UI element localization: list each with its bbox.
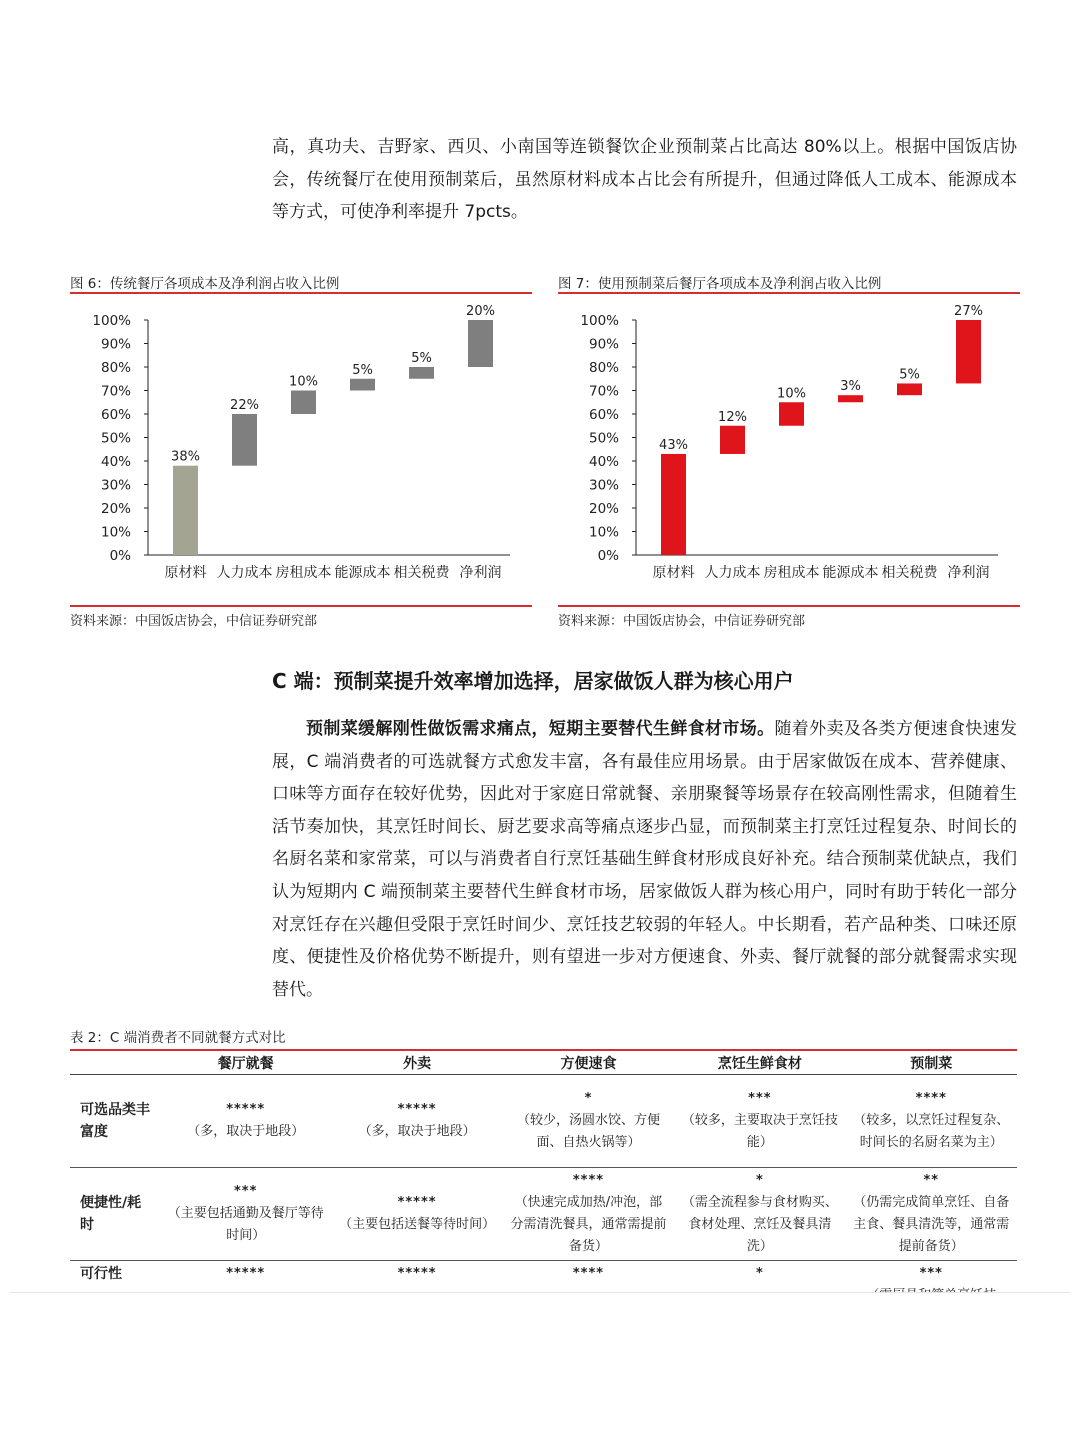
table-cell: [503, 1075, 674, 1168]
y-tick-label: 10%: [100, 524, 131, 541]
table-top-rule: [70, 1049, 1017, 1051]
rating-stars: ***: [919, 1266, 943, 1281]
waterfall-bar: [468, 320, 493, 367]
y-tick-label: 20%: [100, 501, 131, 517]
y-tick-label: 80%: [100, 360, 131, 376]
waterfall-bar: [956, 320, 981, 383]
row-label: 可选品类丰富度: [70, 1075, 160, 1168]
y-tick-label: 70%: [588, 383, 619, 400]
bar-value-label: 27%: [954, 304, 983, 319]
table-cell: [331, 1168, 502, 1261]
bar-value-label: 5%: [899, 367, 920, 383]
figure-6-title: 图 6：传统餐厅各项成本及净利润占收入比例: [70, 276, 340, 292]
figure-7: [558, 268, 1020, 628]
cell-note: （较少，汤圆水饺、方便面、自热火锅等）: [516, 1113, 660, 1150]
table-header-row: [70, 1052, 1017, 1075]
x-category-label: 房租成本: [275, 565, 332, 581]
x-category-label: 人力成本: [216, 565, 273, 581]
waterfall-bar: [897, 383, 922, 395]
table-header: 烹饪生鲜食材: [674, 1052, 845, 1075]
rating-stars: *: [584, 1091, 593, 1106]
waterfall-bar: [173, 466, 198, 555]
table-header: 餐厅就餐: [160, 1052, 331, 1075]
rating-stars: ***: [233, 1184, 258, 1199]
x-category-label: 人力成本: [704, 565, 761, 581]
cell-note: （多，取决于地段）: [187, 1124, 305, 1139]
rating-stars: **: [923, 1173, 940, 1188]
table-header: 外卖: [331, 1052, 502, 1075]
figure-7-source: 资料来源：中国饭店协会，中信证券研究部: [558, 614, 806, 629]
y-tick-label: 90%: [588, 336, 619, 353]
rating-stars: *****: [397, 1102, 437, 1117]
rating-stars: ***: [748, 1091, 772, 1106]
bar-value-label: 22%: [230, 398, 259, 413]
rating-stars: *: [755, 1266, 764, 1281]
x-category-label: 能源成本: [822, 565, 879, 581]
rating-stars: *****: [397, 1266, 437, 1281]
row-label: 可行性: [80, 1266, 122, 1282]
figure-6-source: 资料来源：中国饭店协会，中信证券研究部: [70, 614, 318, 629]
table-header: [70, 1052, 160, 1075]
waterfall-bar: [838, 395, 863, 402]
x-category-label: 净利润: [947, 565, 990, 581]
rating-stars: ****: [572, 1173, 605, 1188]
bar-value-label: 43%: [659, 437, 688, 453]
figure-6-top-rule: [70, 292, 532, 294]
rating-stars: *****: [397, 1195, 437, 1210]
figure-7-chart: [558, 298, 1020, 598]
table-cell: [846, 1075, 1017, 1168]
y-tick-label: 30%: [100, 477, 131, 494]
bar-value-label: 10%: [777, 386, 806, 402]
waterfall-bar: [291, 391, 316, 415]
y-tick-label: 40%: [100, 454, 131, 470]
figure-7-title: 图 7：使用预制菜后餐厅各项成本及净利润占收入比例: [558, 276, 882, 292]
bar-value-label: 10%: [289, 374, 318, 390]
bar-value-label: 5%: [352, 362, 373, 378]
table-row: [70, 1168, 1017, 1261]
waterfall-bar: [350, 379, 375, 391]
rating-stars: *****: [226, 1102, 266, 1117]
y-tick-label: 100%: [92, 313, 131, 329]
table-cell: [674, 1168, 845, 1261]
x-category-label: 原材料: [164, 565, 207, 581]
y-tick-label: 50%: [588, 430, 619, 447]
row-label: 便捷性/耗时: [70, 1168, 160, 1261]
figure-7-bottom-rule: [558, 605, 1020, 607]
table-cell: [846, 1168, 1017, 1261]
cell-note: （需全流程参与食材购买、食材处理、烹饪及餐具清洗）: [681, 1195, 838, 1254]
x-category-label: 相关税费: [881, 565, 938, 581]
y-tick-label: 0%: [597, 548, 619, 564]
y-tick-label: 90%: [100, 336, 131, 353]
bar-value-label: 5%: [411, 351, 432, 366]
cell-note: （较多，以烹饪过程复杂、时间长的名厨名菜为主）: [853, 1113, 1010, 1150]
y-tick-label: 0%: [109, 548, 131, 564]
table-cell: [160, 1168, 331, 1261]
waterfall-bar: [779, 402, 804, 426]
y-tick-label: 20%: [588, 501, 619, 517]
cell-note: （主要包括送餐等待时间）: [339, 1217, 496, 1232]
rating-stars: ****: [572, 1266, 605, 1281]
table-header: 预制菜: [846, 1052, 1017, 1075]
bar-value-label: 3%: [840, 379, 861, 395]
body-paragraph: [272, 713, 1017, 1006]
section-heading: C 端：预制菜提升效率增加选择，居家做饭人群为核心用户: [272, 669, 794, 693]
figure-6: [70, 268, 532, 628]
table-header: 方便速食: [503, 1052, 674, 1075]
bar-value-label: 38%: [171, 449, 200, 465]
y-tick-label: 60%: [100, 407, 131, 423]
figure-7-top-rule: [558, 292, 1020, 294]
table-cell: [674, 1075, 845, 1168]
intro-paragraph: 高，真功夫、吉野家、西贝、小南国等连锁餐饮企业预制菜占比高达 80%以上。根据中国饭店协会，传统餐厅在使用预制菜后，虽然原材料成本占比会有所提升，但通过降低人工成本、能源成本等方式，可使净利率提升 7pcts。: [272, 137, 1017, 223]
y-tick-label: 100%: [580, 313, 619, 329]
y-tick-label: 10%: [588, 524, 619, 541]
figure-6-chart: [70, 298, 532, 598]
table-cell: [160, 1075, 331, 1168]
x-category-label: 相关税费: [393, 565, 450, 581]
bar-value-label: 12%: [718, 409, 747, 425]
page-cutoff-mask: [0, 1293, 1080, 1443]
body-lead: 预制菜缓解刚性做饭需求痛点，短期主要替代生鲜食材市场。: [306, 719, 775, 739]
cell-note: （较多，主要取决于烹饪技能）: [681, 1113, 838, 1150]
table-cell: [331, 1075, 502, 1168]
cell-note: （主要包括通勤及餐厅等待时间）: [167, 1206, 324, 1243]
y-tick-label: 80%: [588, 360, 619, 376]
waterfall-bar: [409, 367, 434, 379]
y-tick-label: 30%: [588, 477, 619, 494]
rating-stars: ****: [915, 1091, 947, 1106]
bar-value-label: 20%: [466, 304, 495, 319]
x-category-label: 净利润: [459, 565, 502, 581]
waterfall-bar: [661, 454, 686, 555]
table-row: [70, 1075, 1017, 1168]
table-cell: [503, 1168, 674, 1261]
page-cutoff-line: [10, 1292, 1070, 1293]
cell-note: （多，取决于地段）: [358, 1124, 476, 1139]
x-category-label: 房租成本: [763, 565, 820, 581]
table-title: 表 2：C 端消费者不同就餐方式对比: [70, 1030, 286, 1046]
waterfall-bar: [720, 426, 745, 454]
comparison-table: [70, 1052, 1017, 1309]
x-category-label: 原材料: [652, 565, 695, 581]
cell-note: （快速完成加热/冲泡，部分需清洗餐具，通常需提前备货）: [510, 1195, 667, 1254]
cell-note: （仍需完成简单烹饪、自备主食、餐具清洗等，通常需提前备货）: [853, 1195, 1010, 1254]
y-tick-label: 70%: [100, 383, 131, 400]
figure-6-bottom-rule: [70, 605, 532, 607]
x-category-label: 能源成本: [334, 565, 391, 581]
rating-stars: *****: [226, 1266, 266, 1281]
y-tick-label: 40%: [588, 454, 619, 470]
body-text: 随着外卖及各类方便速食快速发展，C 端消费者的可选就餐方式愈发丰富，各有最佳应用场景。由于居家做饭在成本、营养健康、口味等方面存在较好优势，因此对于家庭日常就餐、亲朋聚餐等场景存在较高刚性需求，但随着生活节奏加快，其烹饪时间长、厨艺要求高等痛点逐步凸显，而预制菜主打烹饪过程复杂、时间长的名厨名菜和家常菜，可以与消费者自行烹饪基础生鲜食材形成良好补充。结合预制菜优缺点，我们认为短期内 C 端预制菜主要替代生鲜食材市场，居家做饭人群为核心用户，同时有助于转化一部分对烹饪存在兴趣但受限于烹饪时间少、烹饪技艺较弱的年轻人。中长期看，若产品种类、口味还原度、便捷性及价格优势不断提升，则有望进一步对方便速食、外卖、餐厅就餐的部分就餐需求实现替代。: [272, 719, 1018, 1000]
y-tick-label: 50%: [100, 430, 131, 447]
rating-stars: *: [755, 1173, 764, 1188]
y-tick-label: 60%: [588, 407, 619, 423]
waterfall-bar: [232, 414, 257, 466]
